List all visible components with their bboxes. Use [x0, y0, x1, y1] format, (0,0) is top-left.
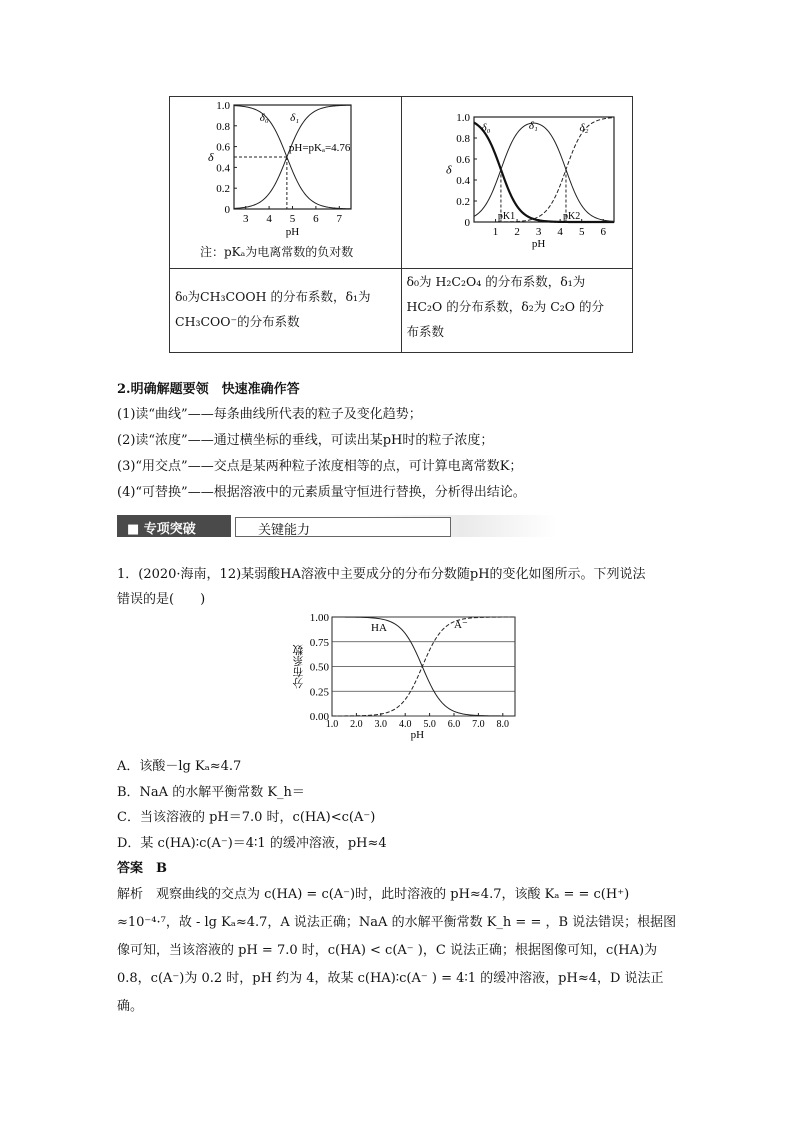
x-tick-label: 7 — [336, 213, 343, 225]
x-axis-label: pH — [285, 226, 300, 238]
y-tick-label: 0.8 — [216, 120, 230, 133]
analysis-line3: 像可知，当该溶液的 pH = 7.0 时，c(HA) < c(A⁻ )，C 说法正确；根据图像可知，c(HA)为 — [117, 943, 658, 958]
table-cell-acetic-chart — [170, 97, 402, 269]
x-tick-label: 4 — [266, 213, 272, 225]
delta2-label: δ₂ — [579, 122, 588, 134]
y-tick-label: 0.00 — [309, 711, 329, 723]
tip-item-4: (4)“可替换”——根据溶液中的元素质量守恒进行替换，分析得出结论。 — [117, 485, 526, 500]
y-axis-label: δ — [445, 162, 452, 177]
question-stem-line1: 1．(2020·海南，12)某弱酸HA溶液中主要成分的分布分数随pH的变化如图所示。下列说法 — [117, 567, 646, 582]
y-tick-label: 0 — [224, 204, 230, 216]
y-tick-label: 0.50 — [309, 661, 329, 674]
oxalic-desc-line3: 布系数 — [406, 324, 445, 339]
table-cell-acetic-desc — [170, 269, 402, 353]
x-tick-label: 5 — [289, 213, 296, 225]
oxalic-acid-chart — [402, 97, 634, 269]
pka-note: 注：pKₐ为电离常数的负对数 — [200, 245, 354, 259]
x-tick-label: 3 — [535, 226, 541, 238]
option-d: D．某 c(HA)∶c(A⁻)＝4∶1 的缓冲溶液，pH≈4 — [117, 836, 387, 851]
oxalic-desc-line1: δ₀为 H₂C₂O₄ 的分布系数，δ₁为 — [406, 274, 586, 289]
x-tick-label: 2.0 — [350, 719, 363, 730]
banner-subtopic: 关键能力 — [235, 517, 451, 537]
y-tick-label: 0.6 — [455, 154, 470, 166]
x-tick-label: 2 — [513, 226, 520, 238]
y-tick-label: 0.4 — [455, 175, 470, 187]
pka-annotation: pH=pKₐ=4.76 — [288, 142, 351, 154]
analysis-line5: 确。 — [117, 999, 144, 1014]
delta1-label: δ₁ — [528, 120, 538, 132]
table-cell-oxalic-desc — [401, 269, 633, 353]
table-cell-oxalic-chart — [401, 97, 633, 269]
analysis-line2: ≈10⁻⁴·⁷，故 - lg Kₐ≈4.7，A 说法正确；NaA 的水解平衡常数 K_h = = ，B 说法错误；根据图 — [117, 915, 677, 930]
delta1-label: δ₁ — [290, 112, 300, 124]
x-tick-label: 6 — [313, 213, 319, 225]
question-stem-line2: 错误的是( ) — [117, 592, 206, 607]
x-tick-label: 4 — [556, 226, 563, 238]
y-tick-label: 0.4 — [216, 162, 230, 175]
analysis-line4: 0.8，c(A⁻)为 0.2 时，pH 约为 4，故某 c(HA)∶c(A⁻ ) = 4∶1 的缓冲溶液，pH≈4，D 说法正 — [117, 971, 664, 986]
a-minus-label: A⁻ — [454, 619, 468, 631]
x-tick-label: 8.0 — [496, 719, 510, 730]
pka2-label: pK2 — [562, 211, 580, 222]
x-tick-label: 3 — [242, 213, 249, 225]
y-tick-label: 0.2 — [455, 196, 470, 208]
banner-topic: ■ 专项突破 — [117, 515, 231, 537]
tip-item-3: (3)“用交点”——交点是某两种粒子浓度相等的点，可计算电离常数K； — [117, 459, 523, 474]
acetic-desc-line1: δ₀为CH₃COOH 的分布系数，δ₁为 — [175, 289, 371, 304]
pka1-label: pK1 — [497, 211, 515, 222]
y-tick-label: 0.6 — [216, 141, 230, 154]
section-heading: 2.明确解题要领 快速准确作答 — [117, 382, 300, 397]
y-axis-label: δ — [208, 150, 214, 164]
ha-label: HA — [371, 622, 387, 634]
x-tick-label: 6 — [599, 226, 606, 238]
y-axis-label: 分布系数 — [293, 644, 305, 689]
y-tick-label: 0.2 — [216, 183, 230, 196]
x-tick-label: 5.0 — [423, 719, 436, 730]
answer: 答案 B — [117, 861, 167, 876]
tip-item-2: (2)读“浓度”——通过横坐标的垂线，可读出某pH时的粒子浓度； — [117, 433, 494, 448]
section-banner — [117, 515, 433, 537]
y-tick-label: 0.75 — [309, 636, 329, 649]
x-tick-label: 1 — [492, 226, 498, 238]
option-c: C．当该溶液的 pH＝7.0 时，c(HA)<c(A⁻) — [117, 810, 376, 825]
distribution-table — [169, 96, 633, 353]
tip-item-1: (1)读“曲线”——每条曲线所代表的粒子及变化趋势； — [117, 407, 422, 422]
y-tick-label: 0.25 — [309, 686, 329, 699]
x-tick-label: 1.0 — [325, 719, 339, 730]
y-tick-label: 1.0 — [455, 112, 470, 124]
y-tick-label: 1.00 — [309, 612, 329, 624]
x-tick-label: 4.0 — [398, 719, 412, 730]
delta2-curve — [474, 118, 614, 222]
delta0-curve — [474, 123, 614, 222]
x-tick-label: 7.0 — [472, 719, 485, 730]
x-tick-label: 5 — [578, 226, 584, 238]
option-a: A．该酸－lg Kₐ≈4.7 — [117, 759, 242, 774]
y-tick-label: 1.0 — [216, 100, 230, 112]
x-axis-label: pH — [531, 238, 545, 250]
ha-distribution-chart — [290, 604, 520, 746]
x-tick-label: 3.0 — [374, 719, 388, 730]
x-tick-label: 6.0 — [447, 719, 461, 730]
option-b: B．NaA 的水解平衡常数 K_h＝ — [117, 785, 305, 800]
delta0-label: δ₀ — [259, 112, 269, 124]
plot-frame — [474, 117, 614, 222]
y-tick-label: 0.8 — [455, 133, 470, 145]
analysis-line1: 解析 观察曲线的交点为 c(HA) = c(A⁻)时，此时溶液的 pH≈4.7，该酸 Kₐ = = c(H⁺) — [117, 887, 630, 902]
delta0-label: δ₀ — [481, 122, 490, 134]
oxalic-desc-line2: HC₂O 的分布系数，δ₂为 C₂O 的分 — [406, 299, 605, 314]
delta1-curve — [474, 123, 614, 221]
acetic-desc-line2: CH₃COO⁻的分布系数 — [175, 314, 300, 329]
x-axis-label: pH — [410, 729, 425, 741]
y-tick-label: 0 — [464, 217, 470, 229]
